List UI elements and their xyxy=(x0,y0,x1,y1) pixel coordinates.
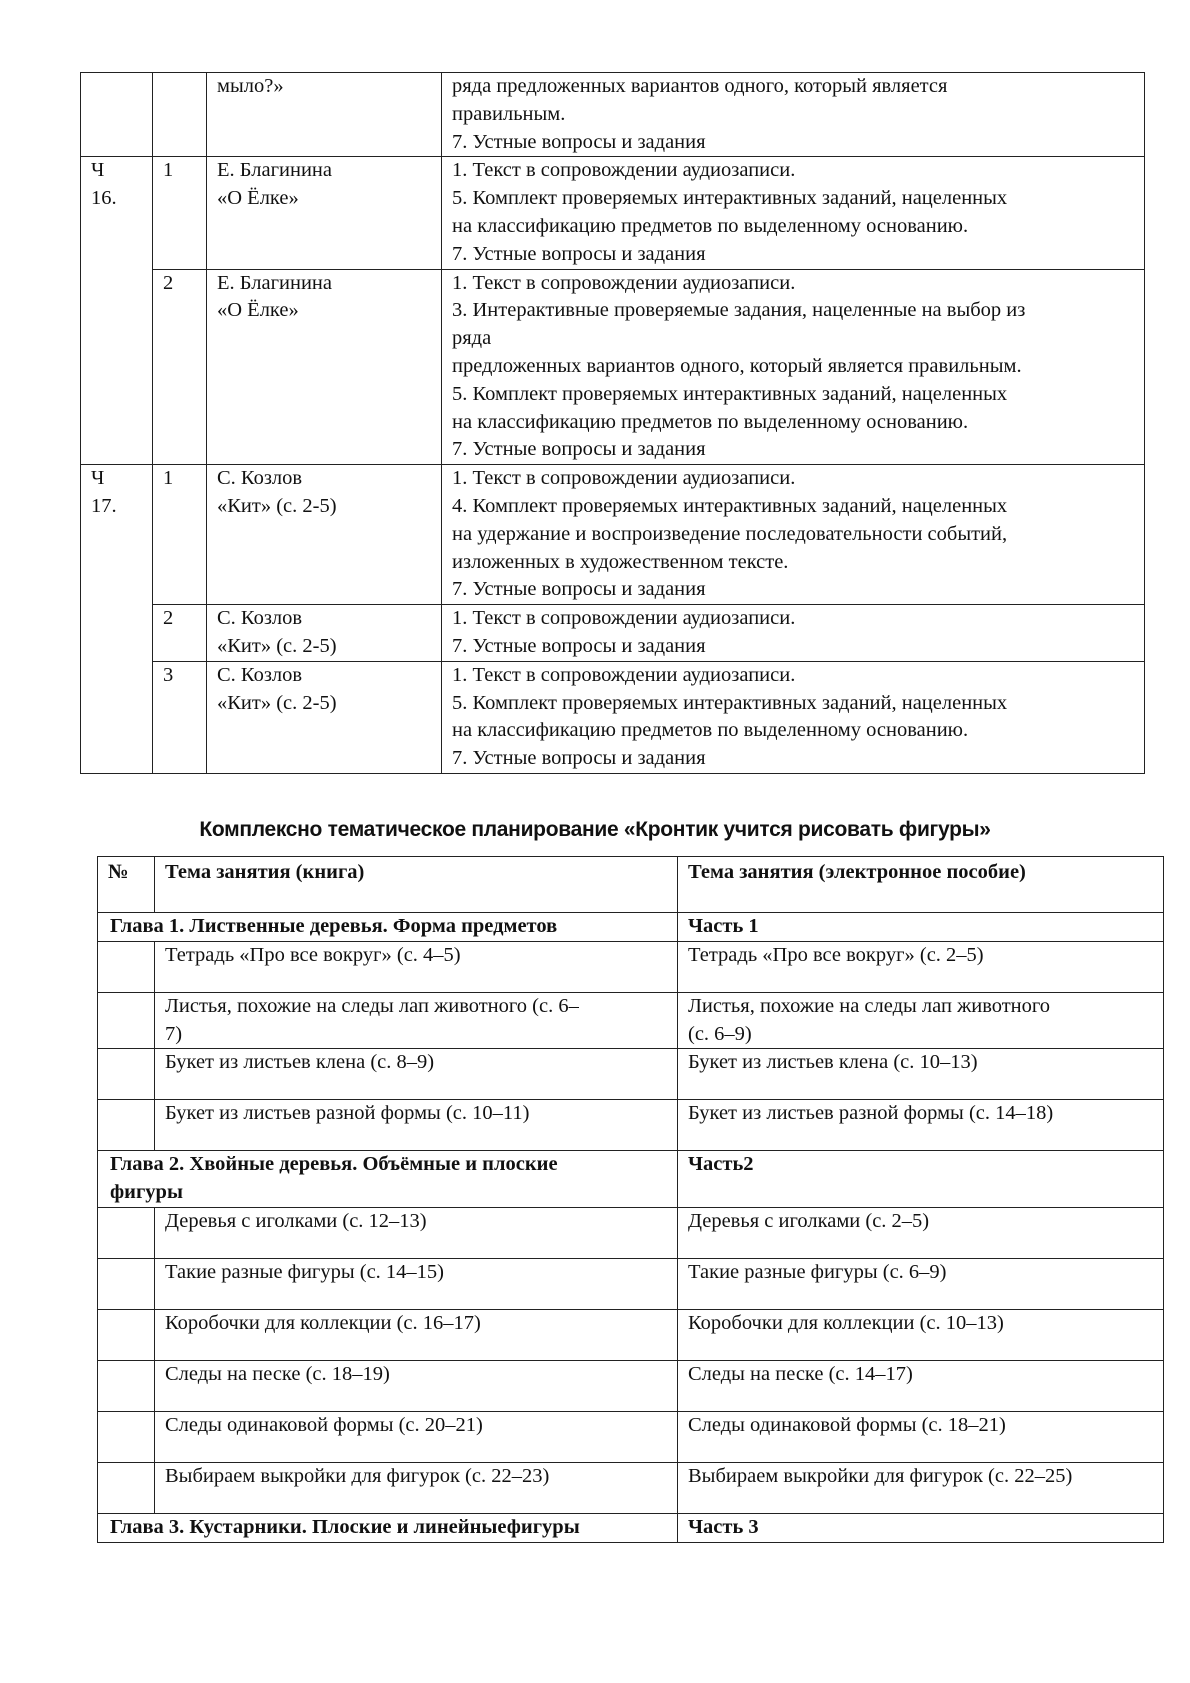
lesson-number-cell xyxy=(98,1258,155,1309)
literary-work-cell: Е. Благинина «О Ёлке» xyxy=(207,157,442,269)
section-title: Комплексно тематическое планирование «Кронтик учится рисовать фигуры» xyxy=(199,818,991,841)
chapter-part: Часть2 xyxy=(678,1151,1164,1208)
header-number: № xyxy=(98,857,155,913)
literary-work-cell: мыло?» xyxy=(207,73,442,157)
chapter-title: Глава 1. Лиственные деревья. Форма предметов xyxy=(98,913,678,942)
lesson-number-cell xyxy=(98,941,155,992)
lesson-number-cell xyxy=(98,1411,155,1462)
ebook-topic-cell: Деревья с иголками (с. 2–5) xyxy=(678,1207,1164,1258)
part-cell: Ч 16. xyxy=(81,157,153,465)
table-row xyxy=(98,1462,1164,1513)
lesson-number-cell xyxy=(98,1207,155,1258)
tasks-cell: 1. Текст в сопровождении аудиозаписи. 5. Комплект проверяемых интерактивных заданий, нацеленных на классификацию предметов по выделенному основанию. 7. Устные вопросы и задания xyxy=(442,661,1145,773)
table-header-row xyxy=(98,857,1164,913)
header-ebook-topic: Тема занятия (электронное пособие) xyxy=(678,857,1164,913)
table-row xyxy=(98,1309,1164,1360)
part-cell xyxy=(81,73,153,157)
literary-work-cell: С. Козлов «Кит» (с. 2-5) xyxy=(207,605,442,662)
book-topic-cell: Листья, похожие на следы лап животного (с. 6– 7) xyxy=(155,992,678,1049)
tasks-cell: 1. Текст в сопровождении аудиозаписи. 5. Комплект проверяемых интерактивных заданий, нацеленных на классификацию предметов по выделенному основанию. 7. Устные вопросы и задания xyxy=(442,157,1145,269)
ebook-topic-cell: Тетрадь «Про все вокруг» (с. 2–5) xyxy=(678,941,1164,992)
lesson-number-cell xyxy=(98,1462,155,1513)
lesson-number-cell: 3 xyxy=(153,661,207,773)
table-row xyxy=(81,605,1145,662)
table-row xyxy=(98,1360,1164,1411)
tasks-cell: 1. Текст в сопровождении аудиозаписи. 4. Комплект проверяемых интерактивных заданий, нацеленных на удержание и воспроизведение последовательности событий, изложенных в художественном тексте. 7. Устные вопросы и задания xyxy=(442,465,1145,605)
lesson-number-cell xyxy=(98,1100,155,1151)
chapter-row xyxy=(98,913,1164,942)
tasks-cell: 1. Текст в сопровождении аудиозаписи. 7. Устные вопросы и задания xyxy=(442,605,1145,662)
book-topic-cell: Выбираем выкройки для фигурок (с. 22–23) xyxy=(155,1462,678,1513)
tasks-cell: 1. Текст в сопровождении аудиозаписи. 3. Интерактивные проверяемые задания, нацеленные на выбор из ряда предложенных вариантов одного, который является правильным. 5. Комплект проверяемых интерактивных заданий, нацеленных на классификацию предметов по выделенному основанию. 7. Устные вопросы и задания xyxy=(442,269,1145,465)
table-row xyxy=(81,73,1145,157)
chapter-title: Глава 2. Хвойные деревья. Объёмные и плоские фигуры xyxy=(98,1151,678,1208)
part-cell: Ч 17. xyxy=(81,465,153,774)
chapter-row xyxy=(98,1151,1164,1208)
table-row xyxy=(81,465,1145,605)
lesson-number-cell xyxy=(98,1309,155,1360)
ebook-topic-cell: Выбираем выкройки для фигурок (с. 22–25) xyxy=(678,1462,1164,1513)
ebook-topic-cell: Следы одинаковой формы (с. 18–21) xyxy=(678,1411,1164,1462)
book-topic-cell: Букет из листьев разной формы (с. 10–11) xyxy=(155,1100,678,1151)
literary-work-cell: Е. Благинина «О Ёлке» xyxy=(207,269,442,465)
lesson-number-cell: 1 xyxy=(153,465,207,605)
lesson-number-cell xyxy=(153,73,207,157)
book-topic-cell: Такие разные фигуры (с. 14–15) xyxy=(155,1258,678,1309)
book-topic-cell: Деревья с иголками (с. 12–13) xyxy=(155,1207,678,1258)
table-row xyxy=(98,1411,1164,1462)
tasks-cell: ряда предложенных вариантов одного, который является правильным. 7. Устные вопросы и задания xyxy=(442,73,1145,157)
lesson-number-cell: 1 xyxy=(153,157,207,269)
lesson-number-cell xyxy=(98,1049,155,1100)
lessons-tasks-table xyxy=(80,72,1145,774)
lesson-number-cell: 2 xyxy=(153,269,207,465)
ebook-topic-cell: Коробочки для коллекции (с. 10–13) xyxy=(678,1309,1164,1360)
lesson-number-cell xyxy=(98,992,155,1049)
table-row xyxy=(98,941,1164,992)
book-topic-cell: Тетрадь «Про все вокруг» (с. 4–5) xyxy=(155,941,678,992)
lesson-number-cell xyxy=(98,1360,155,1411)
table-row xyxy=(81,661,1145,773)
chapter-part: Часть 1 xyxy=(678,913,1164,942)
book-topic-cell: Следы на песке (с. 18–19) xyxy=(155,1360,678,1411)
book-topic-cell: Букет из листьев клена (с. 8–9) xyxy=(155,1049,678,1100)
literary-work-cell: С. Козлов «Кит» (с. 2-5) xyxy=(207,661,442,773)
table-row xyxy=(98,992,1164,1049)
ebook-topic-cell: Листья, похожие на следы лап животного (с. 6–9) xyxy=(678,992,1164,1049)
ebook-topic-cell: Букет из листьев разной формы (с. 14–18) xyxy=(678,1100,1164,1151)
table-row xyxy=(81,269,1145,465)
table-row xyxy=(98,1100,1164,1151)
book-topic-cell: Следы одинаковой формы (с. 20–21) xyxy=(155,1411,678,1462)
table-row xyxy=(98,1049,1164,1100)
table-row xyxy=(98,1258,1164,1309)
book-topic-cell: Коробочки для коллекции (с. 16–17) xyxy=(155,1309,678,1360)
chapter-row xyxy=(98,1513,1164,1542)
ebook-topic-cell: Букет из листьев клена (с. 10–13) xyxy=(678,1049,1164,1100)
lesson-number-cell: 2 xyxy=(153,605,207,662)
chapter-part: Часть 3 xyxy=(678,1513,1164,1542)
table-row xyxy=(98,1207,1164,1258)
literary-work-cell: С. Козлов «Кит» (с. 2-5) xyxy=(207,465,442,605)
chapter-title: Глава 3. Кустарники. Плоские и линейныефигуры xyxy=(98,1513,678,1542)
thematic-plan-table xyxy=(97,856,1164,1543)
table-row xyxy=(81,157,1145,269)
header-book-topic: Тема занятия (книга) xyxy=(155,857,678,913)
ebook-topic-cell: Такие разные фигуры (с. 6–9) xyxy=(678,1258,1164,1309)
ebook-topic-cell: Следы на песке (с. 14–17) xyxy=(678,1360,1164,1411)
